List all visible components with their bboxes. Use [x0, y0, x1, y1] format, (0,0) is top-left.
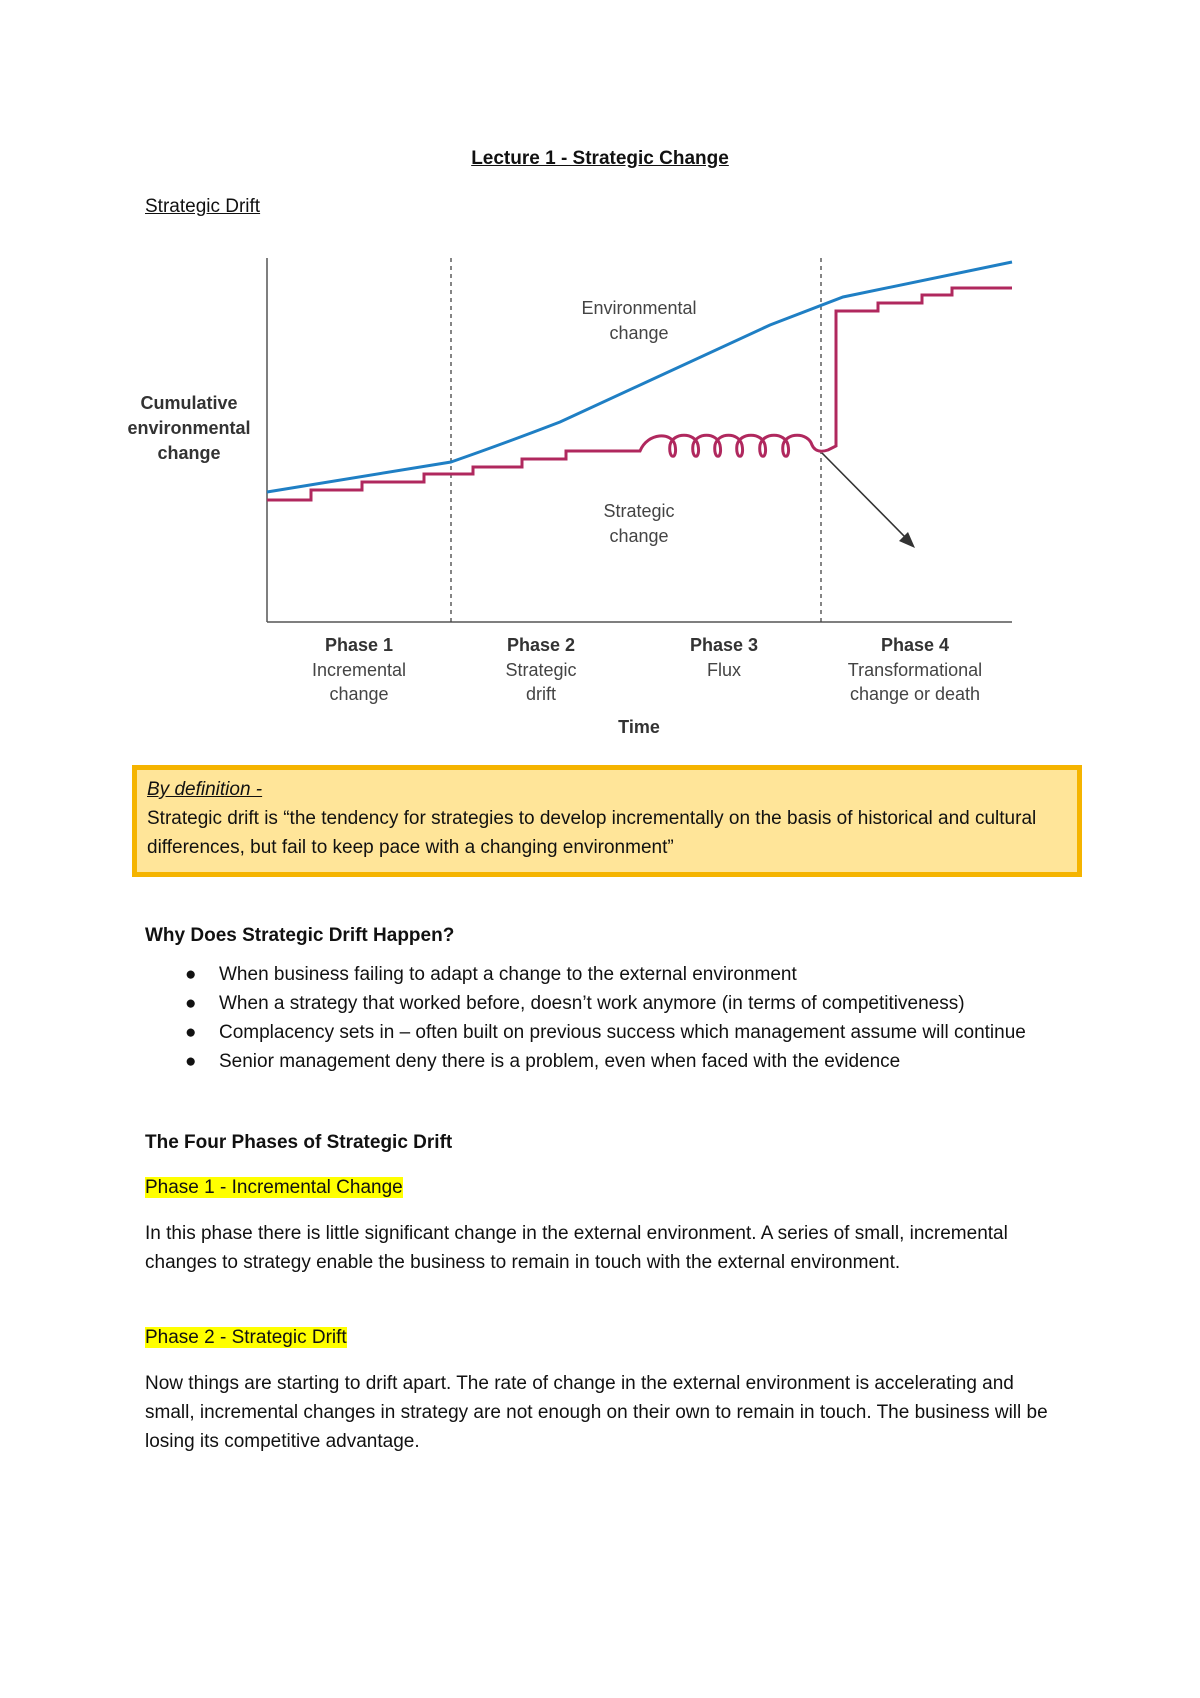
- phase-2-paragraph: Now things are starting to drift apart. The rate of change in the external environment is accelerating and small, incremental changes in strategy are not enough on their own to remain in touch. The business will be losing its competitive advantage.: [145, 1373, 1048, 1452]
- environmental-change-label-1: Environmental: [581, 298, 697, 318]
- document-title: Lecture 1 - Strategic Change: [471, 148, 729, 169]
- y-axis-label-line-2: environmental: [127, 418, 251, 438]
- phase-1-heading: Phase 1 - Incremental Change: [145, 1177, 403, 1198]
- phase-2-desc-1: Strategic: [505, 660, 577, 680]
- bullet-icon: ●: [185, 1022, 197, 1043]
- phase-1-desc-1: Incremental: [311, 660, 407, 680]
- strategic-drift-figure: [0, 0, 1200, 760]
- strategic-change-line: [267, 288, 1012, 500]
- bullet-icon: ●: [185, 964, 197, 985]
- phase-2-heading: Phase 2 - Strategic Drift: [145, 1327, 347, 1348]
- bullet-icon: ●: [185, 1051, 197, 1072]
- phase-4-desc-1: Transformational: [847, 660, 983, 680]
- why-heading: Why Does Strategic Drift Happen?: [145, 925, 455, 946]
- phase-2-name: Phase 2: [506, 635, 576, 655]
- four-phases-heading: The Four Phases of Strategic Drift: [145, 1132, 453, 1153]
- list-item: ● When a strategy that worked before, doesn’t work anymore (in terms of competitiveness): [145, 989, 1065, 1018]
- environmental-change-line: [267, 262, 1012, 492]
- list-item: ● Complacency sets in – often built on previous success which management assume will continue: [145, 1018, 1065, 1047]
- definition-box: [132, 765, 1082, 877]
- phase-3-name: Phase 3: [689, 635, 759, 655]
- strategic-change-label-2: change: [609, 526, 669, 546]
- phase-1-paragraph: In this phase there is little significant change in the external environment. A series of small, incremental changes to strategy enable the business to remain in touch with the external environment.: [145, 1223, 1008, 1273]
- phase-2-desc-2: drift: [525, 684, 557, 704]
- phase-4-name: Phase 4: [880, 635, 950, 655]
- y-axis-label-line-3: change: [157, 443, 221, 463]
- phase-3-desc-1: Flux: [706, 660, 742, 680]
- phase-1-desc-2: change: [329, 684, 389, 704]
- why-bullet-list: [145, 960, 1065, 1076]
- phase-1-name: Phase 1: [324, 635, 394, 655]
- environmental-change-label-2: change: [609, 323, 669, 343]
- definition-text: Strategic drift is “the tendency for strategies to develop incrementally on the basis of historical and cultural differences, but fail to keep pace with a changing environment”: [147, 808, 1037, 858]
- section-subtitle: Strategic Drift: [145, 196, 261, 217]
- definition-heading: By definition -: [147, 779, 263, 800]
- phase-4-desc-2: change or death: [849, 684, 981, 704]
- x-axis-label: Time: [618, 717, 660, 737]
- strategic-change-label-1: Strategic: [603, 501, 675, 521]
- y-axis-label-line-1: Cumulative: [140, 393, 238, 413]
- list-item: ● Senior management deny there is a problem, even when faced with the evidence: [145, 1047, 1065, 1076]
- decline-arrow: [822, 453, 910, 542]
- list-item: ● When business failing to adapt a change to the external environment: [145, 960, 1065, 989]
- bullet-icon: ●: [185, 993, 197, 1014]
